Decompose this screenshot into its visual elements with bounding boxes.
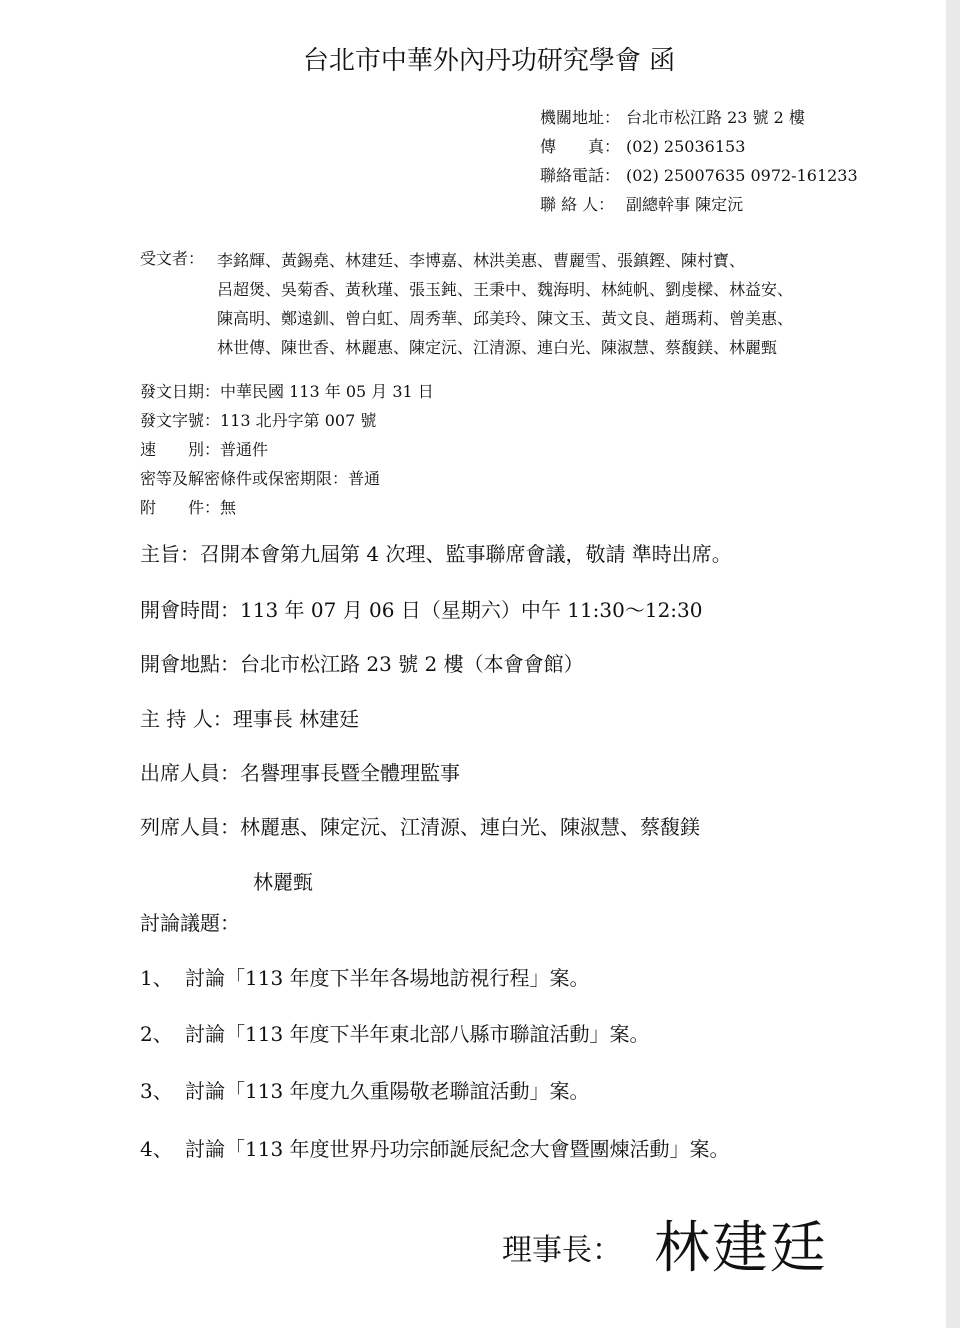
meeting-attendees: 出席人員：名譽理事長暨全體理監事 [140,761,460,785]
discussion-topic: 3、 討論「113 年度九久重陽敬老聯誼活動」案。 [140,1079,590,1103]
contact-address: 機關地址： 台北市松江路 23 號 2 樓 [540,108,805,127]
meeting-time: 開會時間：113 年 07 月 06 日（星期六）中午 11:30～12:30 [140,598,703,622]
document-meta [140,377,434,522]
discussion-topic: 2、 討論「113 年度下半年東北部八縣市聯誼活動」案。 [140,1022,650,1046]
meta-attachment: 附 件：無 [140,498,237,517]
signature-label: 理事長： [502,1233,622,1268]
recipients-line: 呂超煲、吳菊香、黃秋瑾、張玉鈍、王秉中、魏海明、林純帆、劉虔樑、林益安、 [217,280,794,299]
meeting-chair: 主 持 人：理事長 林建廷 [140,707,360,731]
signature-name: 林建廷 [654,1216,828,1281]
contact-block [540,103,858,219]
discussion-topic: 1、 討論「113 年度下半年各場地訪視行程」案。 [140,966,590,990]
discussion-label: 討論議題： [140,911,240,935]
meeting-location: 開會地點：台北市松江路 23 號 2 樓（本會會館） [140,652,584,676]
contact-fax: 傳 真： (02) 25036153 [540,137,746,156]
meta-number: 發文字號：113 北丹字第 007 號 [140,411,377,430]
page-edge [946,0,960,1328]
subject-line: 主旨：召開本會第九屆第 4 次理、監事聯席會議，敬請 準時出席。 [140,542,732,566]
contact-phone: 聯絡電話： (02) 25007635 0972-161233 [540,166,858,185]
recipients-list [217,246,857,362]
meta-speed: 速 別：普通件 [140,440,269,459]
contact-person: 聯 絡 人： 副總幹事 陳定沅 [540,195,744,214]
discussion-topic: 4、 討論「113 年度世界丹功宗師誕辰紀念大會暨團煉活動」案。 [140,1137,730,1161]
recipients-label: 受文者： [140,249,205,268]
document-title: 台北市中華外內丹功研究學會 函 [302,46,676,76]
recipients-line: 林世傳、陳世香、林麗惠、陳定沅、江清源、連白光、陳淑慧、蔡馥鎂、林麗甄 [217,338,778,357]
meeting-observers-continued: 林麗甄 [253,870,313,894]
recipients-line: 李銘輝、黃錫堯、林建廷、李博嘉、林洪美惠、曹麗雪、張鎮鏗、陳村寶、 [217,251,746,270]
meeting-observers: 列席人員：林麗惠、陳定沅、江清源、連白光、陳淑慧、蔡馥鎂 [140,815,700,839]
recipients-line: 陳高明、鄭遠釧、曾白虹、周秀華、邱美玲、陳文玉、黃文良、趙瑪莉、曾美惠、 [217,309,794,328]
meta-date: 發文日期：中華民國 113 年 05 月 31 日 [140,382,434,401]
meta-confidentiality: 密等及解密條件或保密期限：普通 [140,469,381,488]
